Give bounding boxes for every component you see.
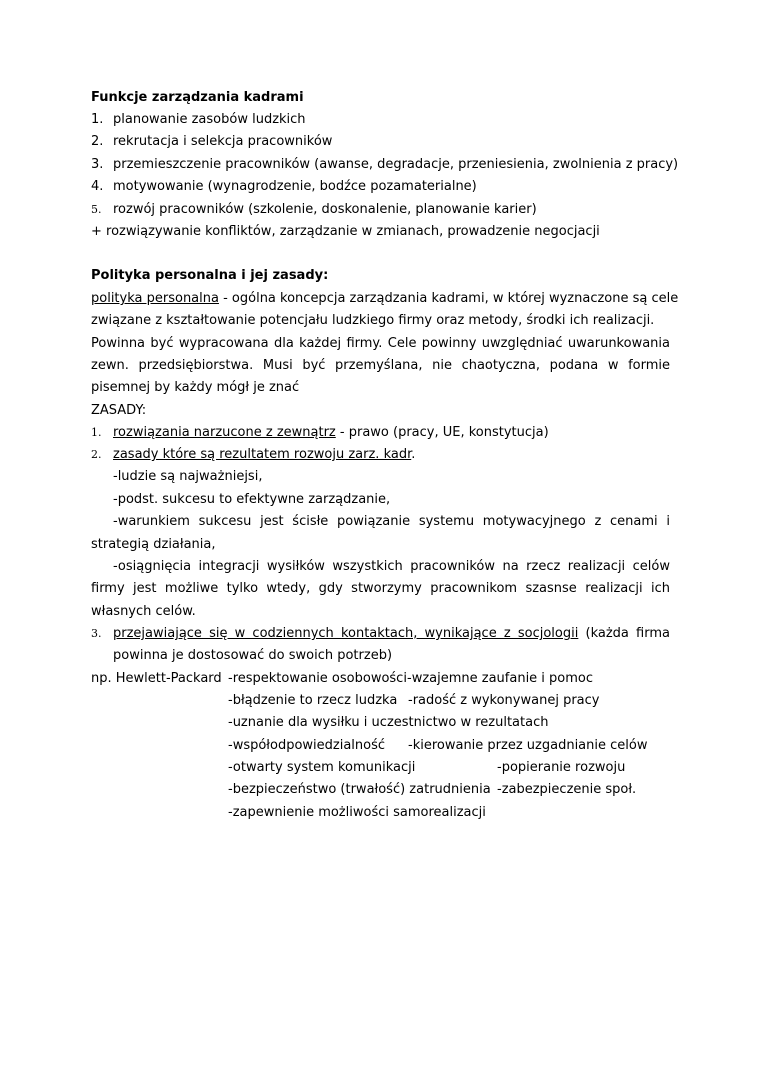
rule-2 <box>113 447 415 463</box>
example-value: -kierowanie przez uzgadnianie celów <box>408 738 648 753</box>
rule-1 <box>113 425 549 441</box>
example-value: -błądzenie to rzecz ludzka <box>228 693 398 708</box>
section1-heading: Funkcje zarządzania kadrami <box>91 90 304 105</box>
rule-3 <box>113 626 670 642</box>
example-value: -uznanie dla wysiłku i uczestnictwo w rezultatach <box>228 715 549 730</box>
example-value: -zabezpieczenie społ. <box>497 782 637 797</box>
example-label: np. Hewlett-Packard <box>91 671 222 686</box>
example-value: -bezpieczeństwo (trwałość) zatrudnienia <box>228 782 491 797</box>
rule-title: przejawiające się w codziennych kontaktach, wynikające z socjologii <box>113 626 579 641</box>
rule-number: 2. <box>91 448 102 461</box>
rule-sub-item-cont: własnych celów. <box>91 604 196 619</box>
rule-text: - prawo (pracy, UE, konstytucja) <box>335 425 549 440</box>
rule-sub-item: -podst. sukcesu to efektywne zarządzanie, <box>113 492 391 507</box>
paragraph-line: pisemnej by każdy mógł je znać <box>91 380 300 395</box>
list-item: rekrutacja i selekcja pracowników <box>113 134 333 149</box>
list-item: przemieszczenie pracowników (awanse, degradacje, przeniesienia, zwolnienia z pracy) <box>113 157 679 172</box>
list-item-number: 5. <box>91 203 102 216</box>
definition-line: związane z kształtowanie potencjału ludzkiego firmy oraz metody, środki ich realizacji. <box>91 313 655 328</box>
list-item-number: 3. <box>91 157 104 172</box>
definition-line <box>91 291 679 307</box>
rule-sub-item: -osiągnięcia integracji wysiłków wszystkich pracowników na rzecz realizacji celów <box>113 559 670 574</box>
rule-sub-item-cont: strategią działania, <box>91 537 216 552</box>
rule-title: zasady które są rezultatem rozwoju zarz. kadr <box>113 447 412 462</box>
rule-number: 3. <box>91 627 102 640</box>
list-item-number: 4. <box>91 179 104 194</box>
rule-sub-item: -warunkiem sukcesu jest ścisłe powiązanie systemu motywacyjnego z cenami i <box>113 514 670 529</box>
paragraph-line: Powinna być wypracowana dla każdej firmy. Cele powinny uwzględniać uwarunkowania <box>91 336 670 351</box>
rule-3-cont: powinna je dostosować do swoich potrzeb) <box>113 648 393 663</box>
rule-sub-item: -ludzie są najważniejsi, <box>113 469 263 484</box>
list-item: motywowanie (wynagrodzenie, bodźce pozamaterialne) <box>113 179 477 194</box>
example-value: -respektowanie osobowości <box>228 671 407 686</box>
definition-text: - ogólna koncepcja zarządzania kadrami, w której wyznaczone są cele <box>218 291 679 306</box>
rule-text: . <box>411 447 416 462</box>
example-value: -współodpowiedzialność <box>228 738 386 753</box>
list-item-number: 1. <box>91 112 104 127</box>
example-value: -otwarty system komunikacji <box>228 760 416 775</box>
rule-sub-item-cont: firmy jest możliwe tylko wtedy, gdy stworzymy pracownikom szasnse realizacji ich <box>91 581 670 596</box>
list-item: rozwój pracowników (szkolenie, doskonalenie, planowanie karier) <box>113 202 537 217</box>
defined-term: polityka personalna <box>91 291 219 306</box>
example-value: -radość z wykonywanej pracy <box>408 693 600 708</box>
rule-text: (każda firma <box>578 626 670 641</box>
paragraph-line: zewn. przedsiębiorstwa. Musi być przemyślana, nie chaotyczna, podana w formie <box>91 358 670 373</box>
section1-extra: + rozwiązywanie konfliktów, zarządzanie w zmianach, prowadzenie negocjacji <box>91 224 600 239</box>
list-item-number: 2. <box>91 134 104 149</box>
rule-title: rozwiązania narzucone z zewnątrz <box>113 425 336 440</box>
list-item: planowanie zasobów ludzkich <box>113 112 306 127</box>
rule-number: 1. <box>91 426 102 439</box>
zasady-label: ZASADY: <box>91 403 147 418</box>
section2-heading: Polityka personalna i jej zasady: <box>91 268 329 283</box>
example-value: -popieranie rozwoju <box>497 760 626 775</box>
example-value: -wzajemne zaufanie i pomoc <box>407 671 594 686</box>
example-value: -zapewnienie możliwości samorealizacji <box>228 805 486 820</box>
